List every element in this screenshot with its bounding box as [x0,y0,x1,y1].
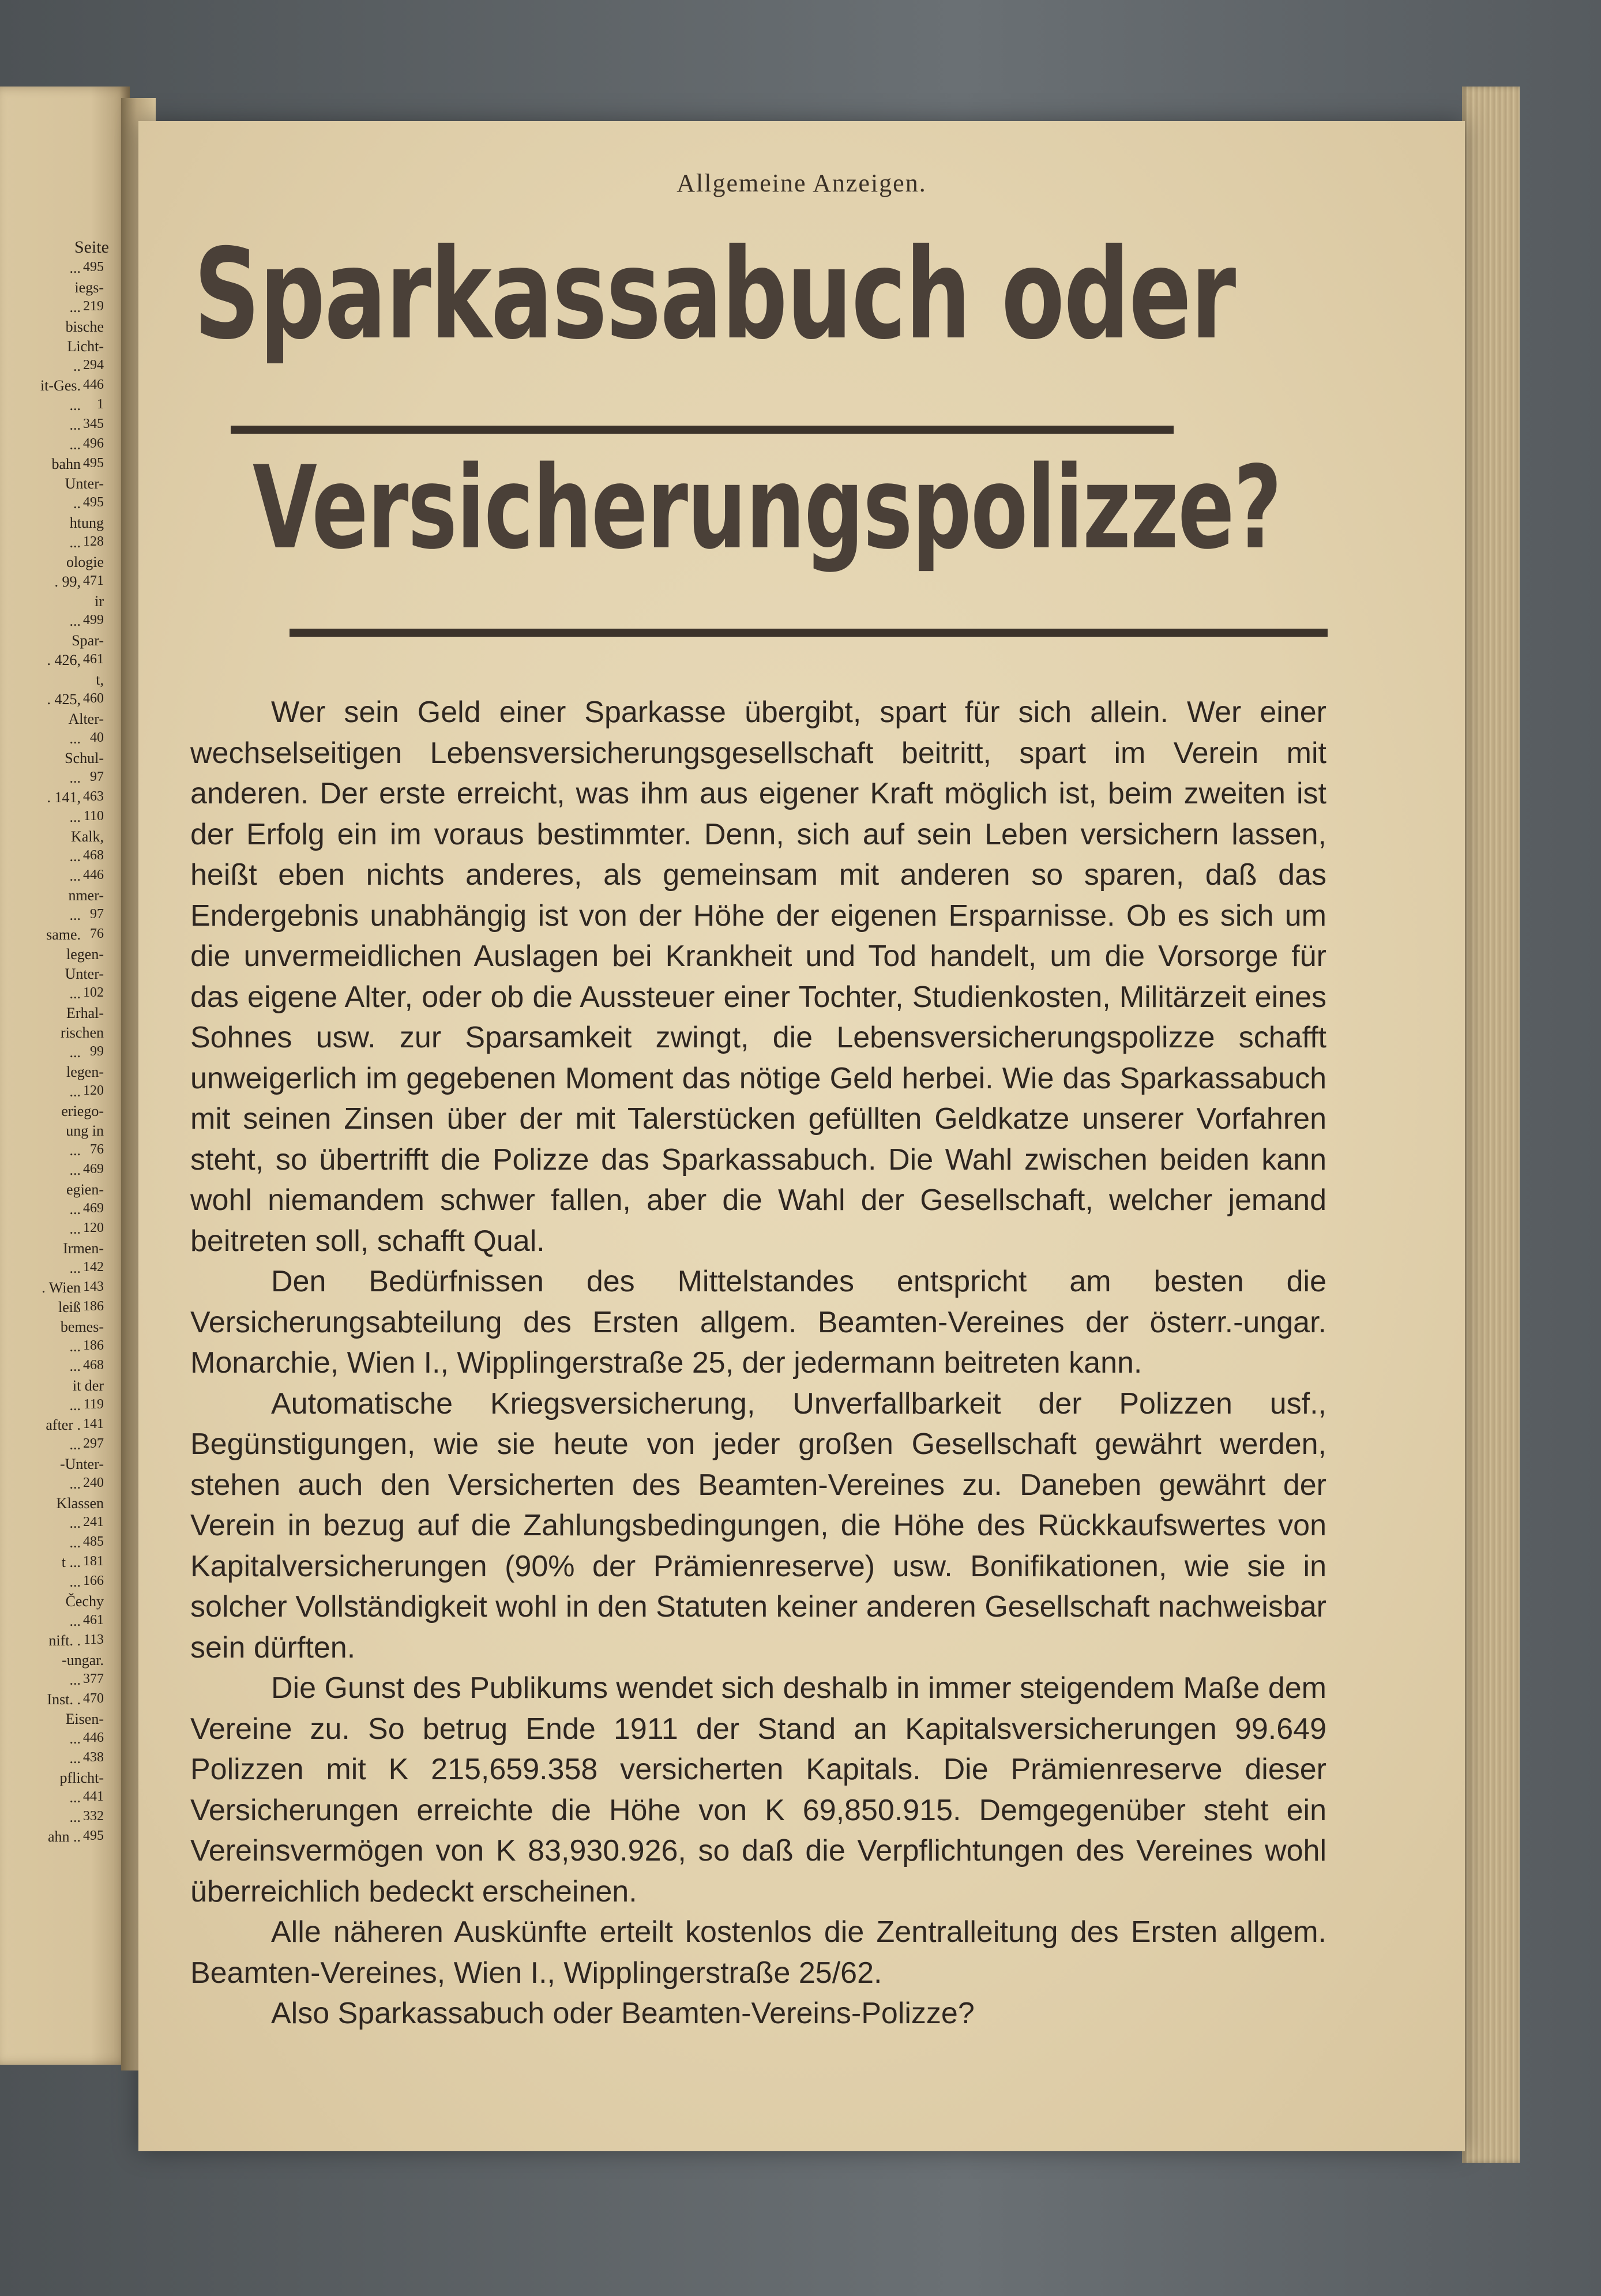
index-entry [0,1122,121,1142]
index-entry [0,1024,121,1044]
index-entry-page: 40 [90,730,104,745]
index-entry [0,828,121,848]
index-entry-label: ... [69,1044,81,1061]
index-entry [0,750,121,769]
headline-line-2: Versicherungspolizze? [253,441,1281,574]
index-entry-page: 186 [83,1299,104,1314]
index-entry-label: ... [69,1789,81,1806]
index-entry [0,867,121,887]
index-entry-label: .. [73,358,81,374]
body-paragraph: Den Bedürfnissen des Mittelstandes entspricht am besten die Versicherungsabteilung des Ersten allgem. Beamten-Vereines der österr.-ungar. Monarchie, Wien I., Wipplingerstraße 25, der jedermann beitreten kann. [190,1265,1326,1380]
index-entry [0,1593,121,1613]
index-entry [0,926,121,946]
index-entry [0,1769,121,1789]
index-entry-page: 495 [83,1828,104,1843]
index-entry [0,554,121,573]
index-entry [0,691,121,711]
index-entry-page: 294 [83,358,104,373]
index-entry [0,495,121,514]
index-entry-label: ... [69,907,81,923]
index-entry-label: ... [69,612,81,629]
index-entry [0,1358,121,1377]
index-entry-label: t, [96,671,104,688]
index-entry-label: ... [69,1083,81,1100]
index-entry [0,377,121,397]
index-entry-page: 438 [83,1750,104,1765]
index-entry-page: 97 [90,769,104,784]
index-entry [0,1338,121,1358]
index-entry-label: ... [69,1750,81,1767]
index-entry [0,534,121,554]
index-entry-page: 99 [90,1044,104,1059]
index-entry [0,397,121,416]
index-entry-label: ir [95,593,104,610]
index-entry-label: ... [69,1220,81,1237]
index-entry-page: 345 [83,416,104,431]
index-entry-label: ... [69,397,81,414]
index-entry-label: Irmen- [63,1240,104,1257]
index-entry [0,1201,121,1220]
index-entry-page: 97 [90,907,104,922]
index-entry-label: egien- [66,1181,104,1198]
index-entry-page: 495 [83,260,104,275]
index-entry [0,1456,121,1475]
index-entry-label: ... [69,1613,81,1629]
index-entry [0,573,121,593]
index-entry-label: ... [69,1142,81,1159]
index-entry-page: 461 [83,652,104,667]
index-entry [0,1691,121,1711]
index-entry [0,456,121,475]
index-entry-label: ... [69,299,81,315]
index-entry-label: bische [65,318,104,335]
index-entry-label: ... [69,534,81,551]
index-entry-label: nmer- [68,887,104,904]
headline-rule-1 [231,426,1174,434]
index-entry [0,1613,121,1632]
index-entry [0,358,121,377]
index-entry [0,1162,121,1181]
index-entry-label: ... [69,1260,81,1276]
index-entry [0,1554,121,1573]
index-entry-label: ... [69,1397,81,1414]
previous-page-index [0,87,130,2065]
index-entry-label: it-Ges. [40,377,81,394]
index-entry-label: Licht- [67,338,104,355]
index-entry-label: Alter- [68,711,104,727]
body-paragraph: Alle näheren Auskünfte erteilt kostenlos die Zentralleitung des Ersten allgem. Beamten-Vereines, Wien I., Wipplingerstraße 25/62. [190,1915,1326,1990]
index-entry-label: after . [46,1416,81,1433]
index-entry-page: 471 [83,573,104,588]
index-entry-page: 446 [83,867,104,882]
index-entry-label: ... [69,769,81,786]
index-entry-page: 377 [83,1671,104,1686]
index-entry [0,1240,121,1260]
index-entry-page: 76 [90,926,104,941]
advertisement-body [190,692,1326,2034]
index-entry-page: 468 [83,848,104,863]
index-entry [0,279,121,299]
index-entry [0,1750,121,1769]
index-entry-page: 463 [83,789,104,804]
index-entry [0,593,121,612]
index-entry-page: 181 [83,1554,104,1569]
index-entry-label: . 426, [47,652,81,668]
index-entry-label: ... [69,867,81,884]
index-entry [0,730,121,750]
index-entry-label: pflicht- [59,1769,104,1786]
page-edges [1462,87,1520,2163]
index-entry-page: 113 [83,1632,104,1647]
index-entry [0,1534,121,1554]
index-entry [0,1475,121,1495]
index-entry-page: 499 [83,612,104,627]
index-entry-page: 332 [83,1809,104,1824]
index-entry-page: 120 [83,1083,104,1098]
index-entry-page: 119 [83,1397,104,1412]
index-entry [0,299,121,318]
index-entry-page: 446 [83,1730,104,1745]
index-entry-page: 219 [83,299,104,314]
index-entry-label: ologie [66,554,104,570]
index-entry [0,789,121,809]
index-list [0,260,121,1848]
index-entry-page: 496 [83,436,104,451]
index-entry-page: 460 [83,691,104,706]
index-entry [0,1671,121,1691]
index-entry [0,848,121,867]
index-entry-label: ... [69,1201,81,1217]
index-entry [0,1652,121,1671]
index-entry [0,1005,121,1024]
index-entry-label: it der [72,1377,104,1394]
index-entry [0,1809,121,1828]
index-entry-label: ... [69,1515,81,1531]
index-entry [0,318,121,338]
index-entry [0,1397,121,1416]
index-entry-label: ... [69,416,81,433]
index-entry-page: 441 [83,1789,104,1804]
index-entry-label: eriego- [61,1103,104,1119]
index-entry-label: ... [69,1534,81,1551]
index-entry-label: bemes- [60,1318,104,1335]
index-entry [0,612,121,632]
index-entry-label: Unter- [65,965,104,982]
index-entry-page: 76 [90,1142,104,1157]
index-entry-label: Eisen- [65,1711,104,1727]
index-entry-label: ... [69,1475,81,1492]
index-entry [0,1377,121,1397]
index-entry [0,1515,121,1534]
index-entry-label: ... [69,1436,81,1453]
index-entry [0,475,121,495]
index-entry [0,1279,121,1299]
index-entry [0,1103,121,1122]
index-entry-label: Erhal- [66,1005,104,1021]
index-entry-page: 1 [97,397,104,412]
index-entry-page: 468 [83,1358,104,1373]
index-entry [0,1299,121,1318]
index-entry [0,632,121,652]
body-paragraph: Automatische Kriegsversicherung, Unverfallbarkeit der Polizzen usf., Begünstigungen, wie sie heute von jeder großen Gesellschaft gewährt werden, stehen auch den Versicherten des Beamten-Vereines zu. Daneben gewährt der Verein in bezug auf die Zahlungsbedingungen, die Höhe des Rückkaufswertes von Kapitalversicherungen (90% der Prämienreserve) usw. Bonifikationen, wie sie in solcher Vollständigkeit wohl in den Statuten keiner anderen Gesellschaft nachweisbar sein dürften. [190,1386,1326,1664]
index-entry [0,652,121,671]
index-entry-page: 495 [83,495,104,510]
index-entry [0,711,121,730]
index-entry-label: Unter- [65,475,104,492]
index-entry-label: leiß [58,1299,81,1316]
index-entry [0,809,121,828]
index-entry [0,1181,121,1201]
index-entry-label: nift. . [48,1632,81,1649]
index-entry [0,769,121,789]
index-entry-page: 241 [83,1515,104,1530]
index-entry-label: rischen [60,1024,104,1041]
index-entry-label: ... [69,436,81,453]
index-entry [0,1495,121,1515]
index-entry-page: 461 [83,1613,104,1628]
index-entry-label: -ungar. [62,1652,104,1669]
index-entry [0,1220,121,1240]
index-entry-page: 141 [83,1416,104,1431]
index-entry-page: 186 [83,1338,104,1353]
index-entry-label: Kalk, [70,828,104,845]
index-entry-label: Inst. . [47,1691,81,1708]
index-entry-page: 102 [83,985,104,1000]
index-entry-page: 143 [83,1279,104,1294]
index-entry [0,946,121,965]
index-entry-label: . 141, [47,789,81,806]
index-entry [0,1828,121,1848]
index-entry-label: ... [69,1338,81,1355]
index-entry [0,260,121,279]
index-entry-label: ... [69,1671,81,1688]
index-entry-label: ahn .. [47,1828,81,1845]
index-entry-label: same. [46,926,81,943]
index-entry-label: ... [69,985,81,1002]
index-entry-page: 495 [83,456,104,471]
index-entry-page: 297 [83,1436,104,1451]
index-entry-label: ... [69,1573,81,1590]
index-entry [0,1044,121,1064]
index-entry-label: ... [69,809,81,825]
index-entry-label: ... [69,1730,81,1747]
index-entry-page: 469 [83,1201,104,1216]
index-entry-label: . Wien [42,1279,81,1296]
advertisement-page [138,121,1465,2151]
index-entry-page: 485 [83,1534,104,1549]
index-entry [0,1573,121,1593]
index-entry [0,1711,121,1730]
index-entry-label: ... [69,1809,81,1825]
body-paragraph: Also Sparkassabuch oder Beamten-Vereins-Polizze? [271,1997,975,2030]
index-entry-page: 120 [83,1220,104,1235]
index-entry-page: 240 [83,1475,104,1490]
index-entry [0,1436,121,1456]
index-entry [0,1416,121,1436]
index-entry [0,907,121,926]
index-entry [0,1730,121,1750]
body-paragraph: Wer sein Geld einer Sparkasse übergibt, spart für sich allein. Wer einer wechselseitigen Lebensversicherungsgesellschaft beitritt, spart im Verein mit anderen. Der erste erreicht, was ihm aus eigener Kraft möglich ist, beim zweiten ist der Erfolg ein im voraus bestimmter. Denn, sich auf sein Leben versichern lassen, heißt eben nichts anderes, als gemeinsam mit anderen so sparen, daß das Endergebnis unabhängig ist von der Höhe der eigenen Ersparnisse. Ob es sich um die unvermeidlichen Auslagen bei Krankheit und Tod handelt, um die Vorsorge für das eigene Alter, oder ob die Aussteuer einer Tochter, Studienkosten, Militärzeit eines Sohnes usw. zur Sparsamkeit zwingt, die Lebensversicherungspolizze schafft unweigerlich im gegebenen Moment das nötige Geld herbei. Wie das Sparkassabuch mit seinen Zinsen über der mit Talerstücken gefüllten Geldkatze unserer Vorfahren steht, so übertrifft die Polizze das Sparkassabuch. Die Wahl zwischen beiden kann wohl niemandem schwer fallen, aber die Wahl der Gesellschaft, welcher jemand beitreten soll, schafft Qual. [190,696,1326,1258]
index-entry [0,338,121,358]
index-entry [0,1260,121,1279]
index-entry-label: legen- [66,1064,104,1080]
index-entry-page: 446 [83,377,104,392]
index-entry-label: .. [73,495,81,512]
index-entry-label: ... [69,1162,81,1178]
index-entry-label: ... [69,848,81,865]
index-entry-page: 469 [83,1162,104,1177]
index-entry-label: . 425, [47,691,81,708]
index-entry [0,965,121,985]
index-entry-page: 470 [83,1691,104,1706]
headline-rule-2 [290,629,1328,637]
index-entry-label: Klassen [56,1495,104,1512]
index-entry-label: iegs- [74,279,104,296]
index-entry-label: ... [69,1358,81,1374]
index-entry [0,436,121,456]
index-entry [0,1142,121,1162]
index-entry-page: 110 [83,809,104,824]
index-entry [0,416,121,436]
index-entry [0,887,121,907]
index-entry-page: 142 [83,1260,104,1275]
index-entry-label: Schul- [65,750,104,766]
index-entry [0,1064,121,1083]
body-paragraph: Die Gunst des Publikums wendet sich deshalb in immer steigendem Maße dem Vereine zu. So betrug Ende 1911 der Stand an Kapitalsversicherungen 99.649 Polizzen mit K 215,659.358 versicherten Kapitals. Die Prämienreserve dieser Versicherungen erreichte die Höhe von K 69,850.915. Demgegenüber steht ein Vereinsvermögen von K 83,930.926, so daß die Verpflichtungen des Vereines wohl überreichlich bedeckt erscheinen. [190,1671,1326,1908]
index-entry [0,1632,121,1652]
index-entry [0,1789,121,1809]
index-entry-label: ... [69,260,81,276]
index-entry-label: legen- [66,946,104,963]
headline-line-1: Sparkassabuch oder [194,222,1235,367]
index-entry-label: t ... [61,1554,81,1570]
index-entry [0,985,121,1005]
index-entry [0,514,121,534]
index-entry [0,1318,121,1338]
index-entry-label: . 99, [54,573,81,590]
index-entry-label: htung [69,514,104,531]
index-entry-label: Čechy [65,1593,104,1610]
index-entry-label: ... [69,730,81,747]
index-entry-label: -Unter- [60,1456,104,1472]
index-entry-label: bahn [51,456,81,472]
index-entry-page: 166 [83,1573,104,1588]
index-column-header: Seite [74,238,109,257]
index-entry-label: ung in [66,1122,104,1139]
index-entry-label: Spar- [72,632,104,649]
index-entry-page: 128 [83,534,104,549]
index-entry [0,1083,121,1103]
running-head: Allgemeine Anzeigen. [677,169,927,197]
index-entry [0,671,121,691]
